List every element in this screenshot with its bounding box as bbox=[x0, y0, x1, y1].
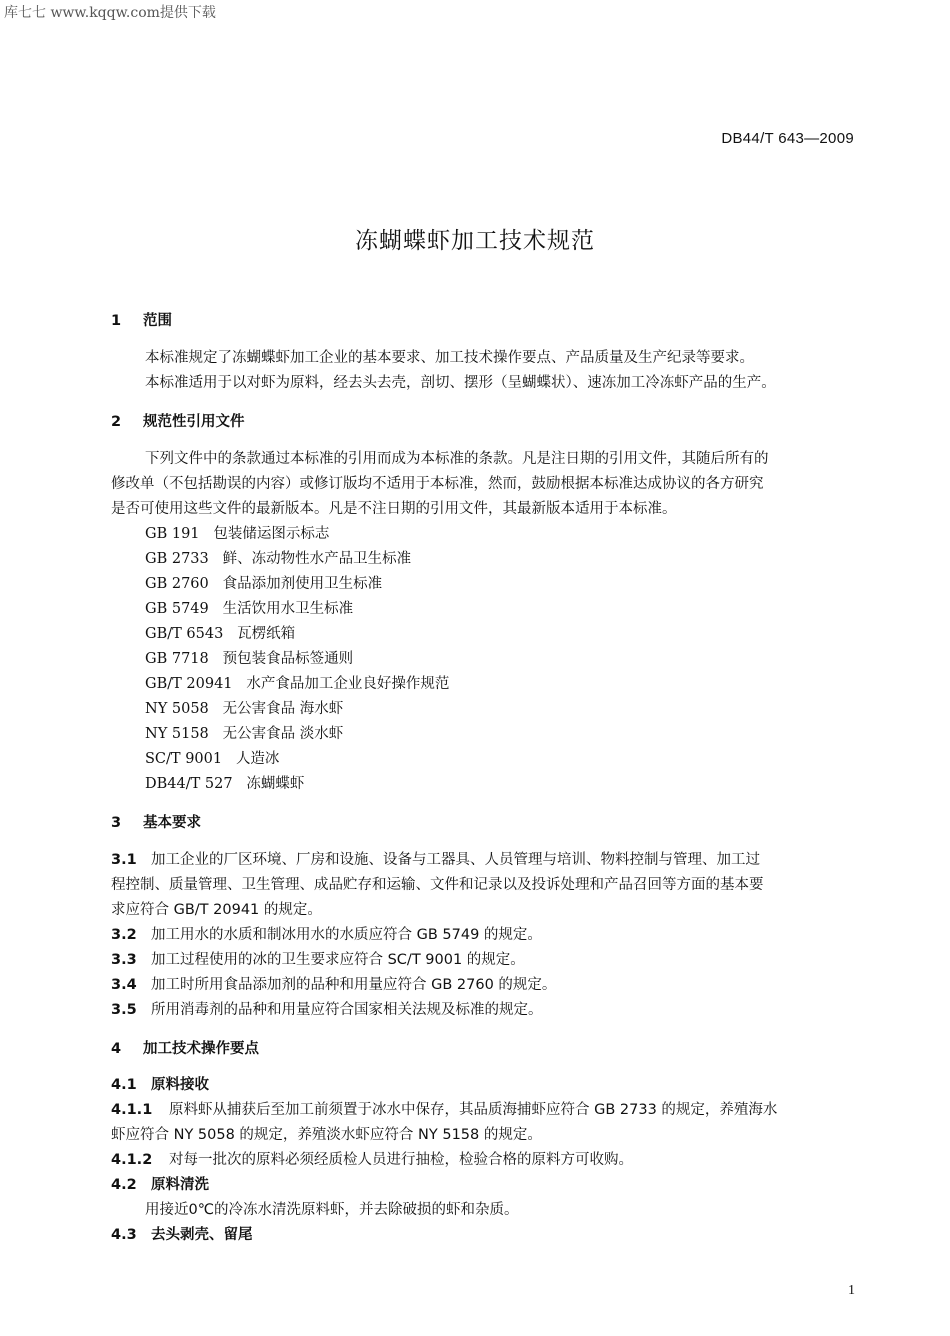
clause-3-2 bbox=[111, 925, 542, 945]
clause-number: 4.1.2 bbox=[111, 1152, 153, 1168]
reference-code: GB 5749 bbox=[145, 601, 209, 617]
page-number: 1 bbox=[848, 1283, 855, 1298]
reference-item bbox=[145, 724, 343, 744]
reference-item bbox=[145, 624, 295, 644]
clause-number: 3.4 bbox=[111, 977, 137, 993]
clause-text: 程控制、质量管理、卫生管理、成品贮存和运输、文件和记录以及投诉处理和产品召回等方面的基本要 bbox=[111, 877, 764, 893]
clause-4-1-2 bbox=[111, 1150, 633, 1170]
reference-code: NY 5158 bbox=[145, 726, 209, 742]
section-2-paragraph: 是否可使用这些文件的最新版本。凡是不注日期的引用文件，其最新版本适用于本标准。 bbox=[111, 501, 677, 517]
reference-name: 无公害食品 淡水虾 bbox=[222, 726, 344, 742]
clause-3-1 bbox=[111, 850, 760, 870]
clause-3-4 bbox=[111, 975, 556, 995]
reference-code: GB/T 20941 bbox=[145, 676, 233, 692]
reference-name: 瓦楞纸箱 bbox=[237, 626, 296, 642]
clause-number: 4.1.1 bbox=[111, 1102, 153, 1118]
subsection-title: 去头剥壳、留尾 bbox=[151, 1227, 253, 1243]
clause-text: 加工过程使用的冰的卫生要求应符合 SC/T 9001 的规定。 bbox=[151, 952, 525, 968]
clause-text: 虾应符合 NY 5058 的规定，养殖淡水虾应符合 NY 5158 的规定。 bbox=[111, 1127, 542, 1143]
reference-code: GB/T 6543 bbox=[145, 626, 224, 642]
reference-item bbox=[145, 774, 304, 794]
reference-code: GB 2760 bbox=[145, 576, 209, 592]
clause-text: 原料虾从捕获后至加工前须置于冰水中保存，其品质海捕虾应符合 GB 2733 的规定，养殖海水 bbox=[169, 1102, 778, 1118]
reference-item bbox=[145, 674, 449, 694]
subsection-title: 原料清洗 bbox=[151, 1177, 209, 1193]
document-number: DB44/T 643—2009 bbox=[721, 130, 854, 147]
clause-3-3 bbox=[111, 950, 525, 970]
section-title: 加工技术操作要点 bbox=[143, 1041, 259, 1057]
subsection-number: 4.2 bbox=[111, 1177, 137, 1193]
subsection-4-2-heading bbox=[111, 1175, 209, 1195]
subsection-title: 原料接收 bbox=[151, 1077, 209, 1093]
reference-name: 食品添加剂使用卫生标准 bbox=[222, 576, 383, 592]
reference-name: 无公害食品 海水虾 bbox=[222, 701, 344, 717]
section-1-paragraph: 本标准规定了冻蝴蝶虾加工企业的基本要求、加工技术操作要点、产品质量及生产纪录等要求。 bbox=[145, 350, 754, 366]
clause-number: 3.5 bbox=[111, 1002, 137, 1018]
section-4-heading bbox=[111, 1039, 259, 1059]
page-title: 冻蝴蝶虾加工技术规范 bbox=[355, 228, 595, 254]
reference-item bbox=[145, 649, 353, 669]
reference-code: GB 191 bbox=[145, 526, 200, 542]
section-2-heading bbox=[111, 412, 245, 432]
reference-code: NY 5058 bbox=[145, 701, 209, 717]
reference-name: 水产食品加工企业良好操作规范 bbox=[246, 676, 450, 692]
reference-name: 人造冰 bbox=[235, 751, 280, 767]
subsection-4-3-heading bbox=[111, 1225, 253, 1245]
reference-name: 生活饮用水卫生标准 bbox=[222, 601, 354, 617]
reference-name: 鲜、冻动物性水产品卫生标准 bbox=[222, 551, 412, 567]
subsection-4-1-heading bbox=[111, 1075, 209, 1095]
section-number: 2 bbox=[111, 414, 122, 430]
clause-text: 求应符合 GB/T 20941 的规定。 bbox=[111, 902, 322, 918]
section-number: 3 bbox=[111, 815, 122, 831]
clause-text: 对每一批次的原料必须经质检人员进行抽检，检验合格的原料方可收购。 bbox=[169, 1152, 633, 1168]
clause-number: 3.2 bbox=[111, 927, 137, 943]
section-2-paragraph: 修改单（不包括勘误的内容）或修订版均不适用于本标准，然而，鼓励根据本标准达成协议的各方研究 bbox=[111, 476, 764, 492]
section-number: 1 bbox=[111, 313, 122, 329]
reference-item bbox=[145, 574, 382, 594]
reference-code: SC/T 9001 bbox=[145, 751, 223, 767]
reference-code: DB44/T 527 bbox=[145, 776, 233, 792]
clause-text: 加工时所用食品添加剂的品种和用量应符合 GB 2760 的规定。 bbox=[151, 977, 557, 993]
section-1-paragraph: 本标准适用于以对虾为原料，经去头去壳，剖切、摆形（呈蝴蝶状）、速冻加工冷冻虾产品的生产。 bbox=[145, 375, 776, 391]
reference-item bbox=[145, 749, 279, 769]
clause-text: 所用消毒剂的品种和用量应符合国家相关法规及标准的规定。 bbox=[151, 1002, 543, 1018]
section-number: 4 bbox=[111, 1041, 122, 1057]
clause-3-5 bbox=[111, 1000, 543, 1020]
reference-name: 冻蝴蝶虾 bbox=[246, 776, 305, 792]
clause-4-1-1 bbox=[111, 1100, 777, 1120]
reference-item bbox=[145, 549, 411, 569]
reference-item bbox=[145, 524, 329, 544]
reference-item bbox=[145, 699, 343, 719]
reference-code: GB 2733 bbox=[145, 551, 209, 567]
section-title: 基本要求 bbox=[143, 815, 201, 831]
clause-text: 加工用水的水质和制冰用水的水质应符合 GB 5749 的规定。 bbox=[151, 927, 542, 943]
section-title: 规范性引用文件 bbox=[143, 414, 245, 430]
section-title: 范围 bbox=[143, 313, 172, 329]
reference-item bbox=[145, 599, 353, 619]
clause-number: 3.1 bbox=[111, 852, 137, 868]
reference-name: 预包装食品标签通则 bbox=[222, 651, 354, 667]
clause-text: 加工企业的厂区环境、厂房和设施、设备与工器具、人员管理与培训、物料控制与管理、加工过 bbox=[151, 852, 760, 868]
section-1-heading bbox=[111, 311, 172, 331]
clause-text: 用接近0℃的冷冻水清洗原料虾，并去除破损的虾和杂质。 bbox=[145, 1202, 519, 1218]
subsection-number: 4.1 bbox=[111, 1077, 137, 1093]
reference-name: 包装储运图示标志 bbox=[213, 526, 330, 542]
subsection-number: 4.3 bbox=[111, 1227, 137, 1243]
clause-number: 3.3 bbox=[111, 952, 137, 968]
section-2-paragraph: 下列文件中的条款通过本标准的引用而成为本标准的条款。凡是注日期的引用文件，其随后所有的 bbox=[145, 451, 769, 467]
section-3-heading bbox=[111, 813, 201, 833]
reference-code: GB 7718 bbox=[145, 651, 209, 667]
watermark-text: 库七七 www.kqqw.com提供下载 bbox=[4, 5, 216, 21]
